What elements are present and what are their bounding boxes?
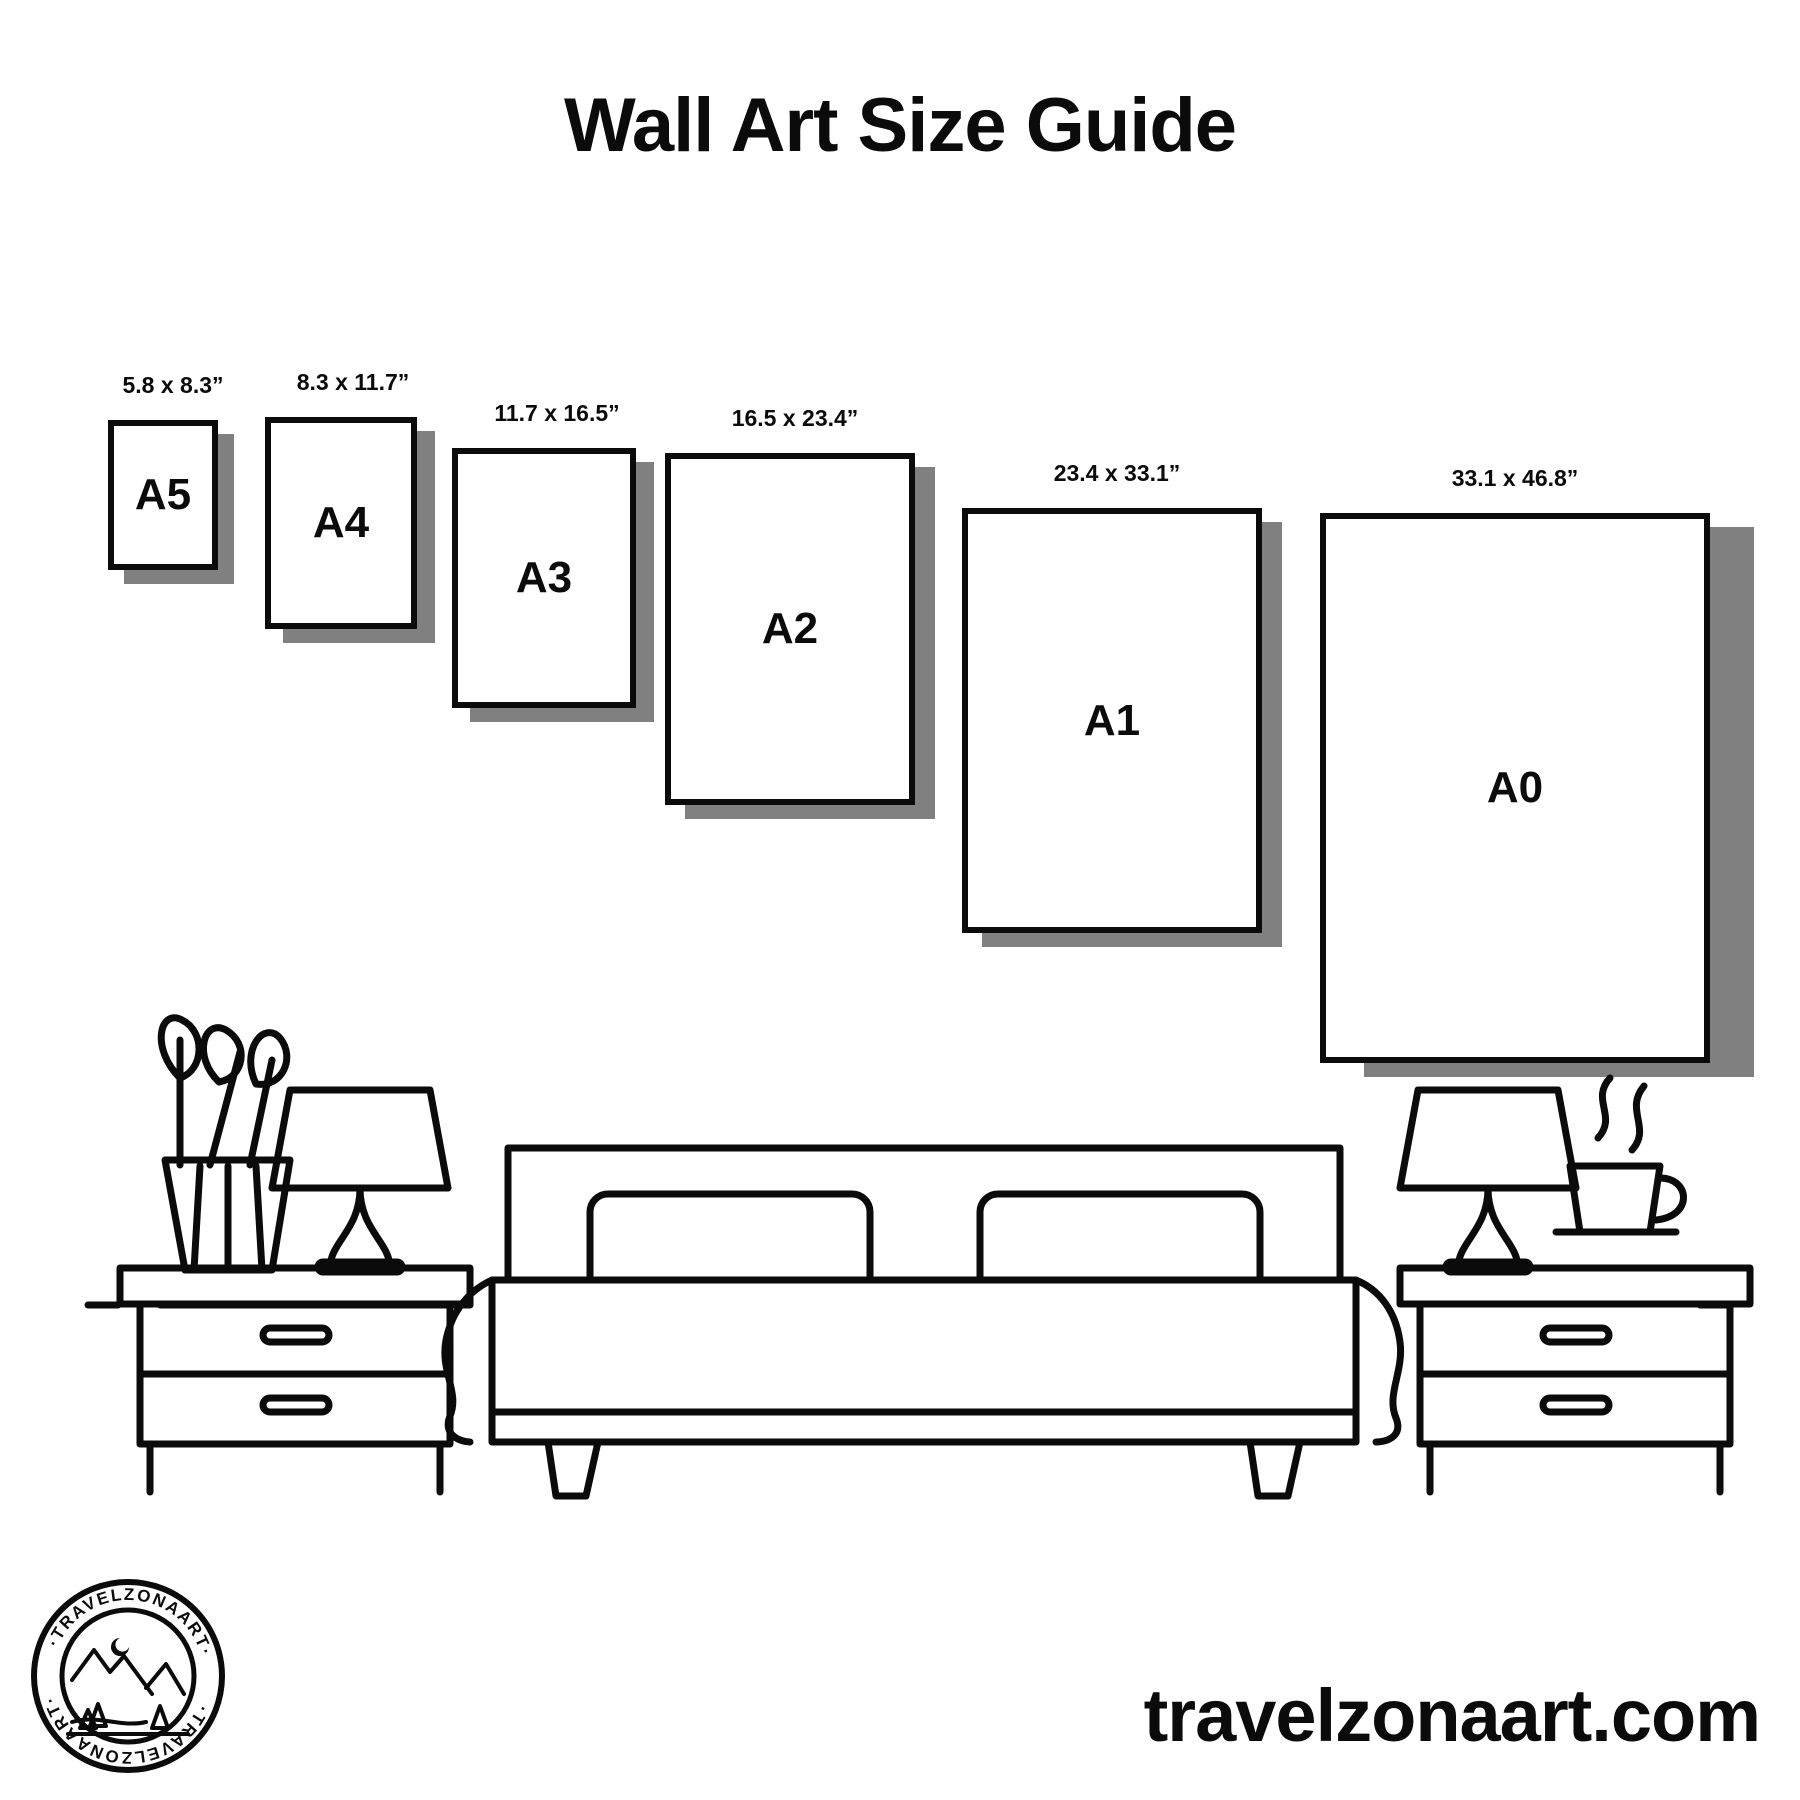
poster-name-a2: A2 [761, 604, 819, 653]
website-url[interactable]: travelzonaart.com [1143, 1674, 1760, 1757]
table-lamp-right [1400, 1090, 1576, 1272]
poster-group-a1 [962, 460, 1287, 960]
poster-dimensions-a1: 23.4 x 33.1” [1053, 460, 1181, 486]
poster-name-a5: A5 [134, 470, 192, 519]
poster-name-a3: A3 [515, 553, 573, 602]
poster-group-a3 [452, 400, 662, 735]
svg-text:·TRAVELZONAART·: ·TRAVELZONAART· [43, 1584, 217, 1659]
poster-dimensions-a2: 16.5 x 23.4” [731, 405, 859, 431]
poster-group-a5 [108, 372, 238, 592]
poster-name-a1: A1 [1083, 695, 1141, 745]
brand-logo[interactable] [28, 1576, 228, 1776]
svg-text:·TRAVELZONAART·: ·TRAVELZONAART· [39, 1693, 213, 1768]
nightstand-right [1400, 1268, 1750, 1492]
poster-dimensions-a3: 11.7 x 16.5” [494, 400, 620, 426]
plant-vase [161, 1018, 290, 1270]
poster-a3[interactable] [452, 448, 636, 708]
poster-a4[interactable] [265, 417, 417, 629]
poster-group-a4 [265, 369, 440, 654]
page-title: Wall Art Size Guide [563, 83, 1237, 168]
bedroom-illustration [0, 980, 1800, 1600]
poster-dimensions-a4: 8.3 x 11.7” [296, 369, 410, 395]
poster-name-a4: A4 [312, 498, 370, 547]
poster-a2[interactable] [665, 453, 915, 805]
poster-name-a0: A0 [1486, 763, 1544, 812]
poster-dimensions-a5: 5.8 x 8.3” [122, 372, 224, 398]
travelzonaart-logo-icon [28, 1576, 228, 1776]
poster-a5[interactable] [108, 420, 218, 570]
poster-size-row [0, 290, 1800, 1020]
table-lamp-left [272, 1090, 448, 1272]
poster-a1[interactable] [962, 508, 1262, 933]
coffee-cup [1556, 1078, 1684, 1232]
nightstand-left [120, 1268, 470, 1492]
bedroom-scene [0, 980, 1800, 1600]
bed [445, 1148, 1401, 1496]
poster-group-a2 [665, 405, 940, 830]
poster-dimensions-a0: 33.1 x 46.8” [1451, 465, 1579, 491]
